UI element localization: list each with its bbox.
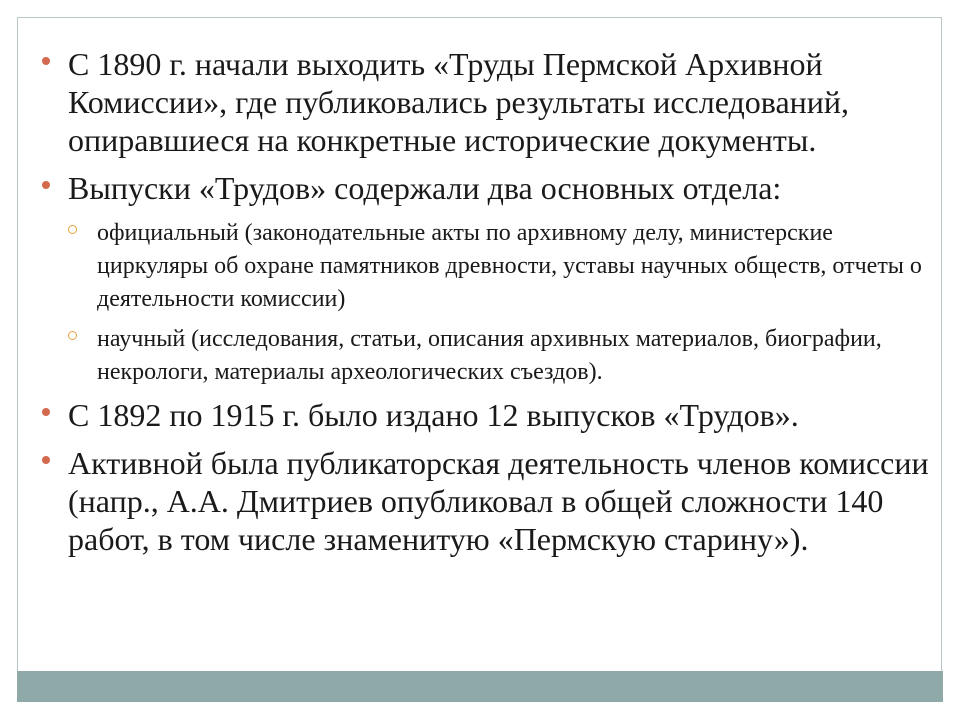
ring-bullet-icon (68, 331, 77, 340)
sub-bullet-text: научный (исследования, статьи, описания архивных материалов, биографии, некрологи, материалы археологических съездов). (97, 326, 882, 385)
bullet-text: С 1892 по 1915 г. было издано 12 выпусков «Трудов». (68, 397, 799, 433)
slide-content (40, 45, 935, 568)
bullet-dot-icon (42, 181, 50, 189)
bullet-item-3 (40, 396, 935, 434)
footer-bar (17, 671, 943, 702)
bullet-text: Активной была публикаторская деятельность членов комиссии (напр., А.А. Дмитриев опубликовал в общей сложности 140 работ, в том числе знаменитую «Пермскую старину»). (68, 445, 929, 557)
bullet-item-4 (40, 444, 935, 558)
bullet-dot-icon (42, 408, 50, 416)
bullet-dot-icon (42, 456, 50, 464)
bullet-dot-icon (42, 57, 50, 65)
sub-bullet-item-1 (40, 217, 935, 316)
bullet-item-1 (40, 45, 935, 159)
sub-bullet-text: официальный (законодательные акты по архивному делу, министерские циркуляры об охране памятников древности, уставы научных обществ, отчеты о деятельности комиссии) (97, 220, 922, 312)
bullet-item-2 (40, 169, 935, 207)
ring-bullet-icon (68, 225, 77, 234)
bullet-text: С 1890 г. начали выходить «Труды Пермской Архивной Комиссии», где публиковались результаты исследований, опиравшиеся на конкретные исторические документы. (68, 46, 850, 158)
bullet-text: Выпуски «Трудов» содержали два основных отдела: (68, 170, 782, 206)
sub-bullet-item-2 (40, 323, 935, 389)
